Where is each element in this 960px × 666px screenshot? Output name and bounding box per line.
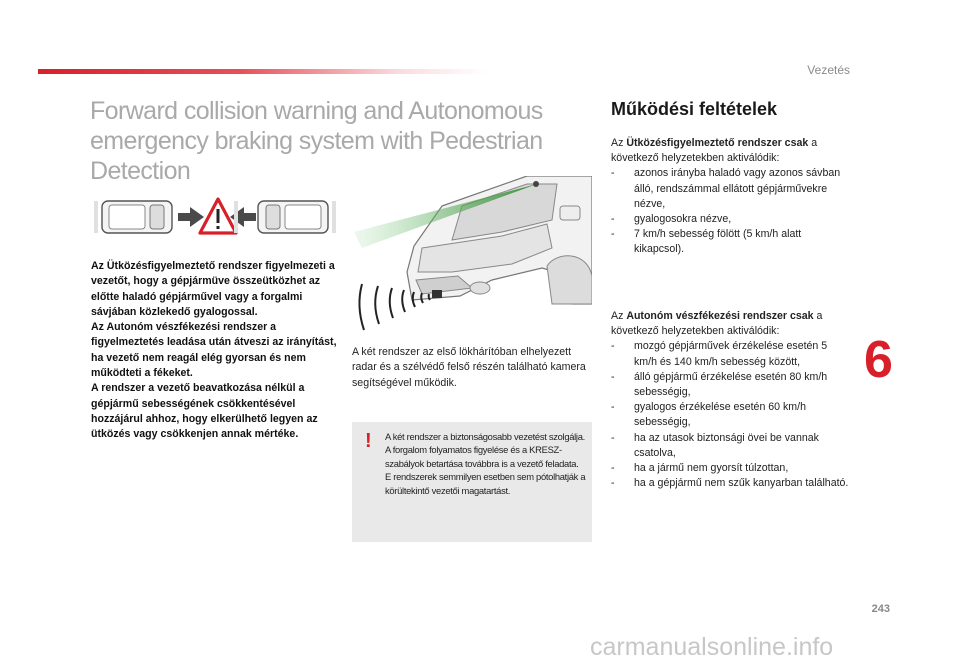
warning-box [352,422,592,542]
collision-warning-diagram [92,195,342,239]
list-item: - álló gépjármű érzékelése esetén 80 km/h sebességig, [611,370,851,400]
condition-block-braking [611,309,851,491]
condition-intro [611,136,851,166]
list-item: - gyalogos érzékelése esetén 60 km/h sebességig, [611,400,851,430]
condition-intro [611,309,851,339]
camera-icon [533,181,539,187]
chapter-number: 6 [864,331,893,389]
intro-paragraph: A rendszer a vezető beavatkozása nélkül a gépjármű sebességének csökkentésével hozzájárul ahhoz, hogy elkerülhető legyen az ütközés vagy csökkenjen annak mértéke. [91,382,318,441]
intro-text [91,259,341,443]
arrow-right-icon [178,207,204,227]
warning-line: E rendszerek semmilyen esetben sem pótolhatják a körültekintő vezetői magatartást. [385,471,586,496]
list-item: - gyalogosokra nézve, [611,212,851,227]
list-item: - mozgó gépjárművek érzékelése esetén 5 km/h és 140 km/h sebesség között, [611,339,851,369]
condition-list [611,166,851,257]
list-item: - azonos irányba haladó vagy azonos sávban álló, rendszámmal ellátott gépjárművekre nézve, [611,166,851,212]
condition-block-warning [611,136,851,258]
condition-prefix: Az [611,310,627,322]
radar-sensor-icon [432,290,442,298]
watermark-text: carmanualsonline.info [590,633,834,661]
condition-prefix: Az [611,137,627,149]
page-title-line-2: emergency braking system with Pedestrian Detection [90,127,543,185]
intro-paragraph: Az Autonóm vészfékezési rendszer a figyelmeztetés leadása után átveszi az irányítást, ha vezető nem reagál elég gyorsan és nem működteti a fékeket. [91,321,337,380]
list-item: - ha a jármű nem gyorsít túlzottan, [611,461,851,476]
list-item: - 7 km/h sebesség fölött (5 km/h alatt kikapcsol). [611,227,851,257]
warning-triangle-icon [200,199,236,233]
header-accent-bar [38,69,488,74]
page-number: 243 [871,603,890,615]
exclamation-icon: ! [365,430,372,452]
intro-paragraph: Az Ütközésfigyelmeztető rendszer figyelmezeti a vezetőt, hogy a gépjármüve összeütközhet az előtte haladó gépjárművel vagy a forgalmi sávjában közlekedő gyalogossal. [91,260,335,318]
condition-term: Ütközésfigyelmeztető rendszer csak [626,137,809,149]
condition-suffix: a következő helyzetekben aktiválódik: [611,310,823,338]
list-item: - ha az utasok biztonsági övei be vannak csatolva, [611,431,851,461]
arrow-left-icon [230,207,256,227]
warning-text [385,430,591,497]
conditions-heading: Működési feltételek [611,99,778,119]
condition-term: Autonóm vészfékezési rendszer csak [626,310,814,322]
section-name: Vezetés [807,63,850,77]
warning-line: A forgalom folyamatos figyelése és a KRESZ-szabályok betartása továbbra is a vezető feladata. [385,444,579,469]
page-title-line-1: Forward collision warning and Autonomous [90,97,543,125]
condition-suffix: a következő helyzetekben aktiválódik: [611,137,818,165]
rear-van-illustration [94,201,172,233]
image-caption: A két rendszer az első lökhárítóban elhelyezett radar és a szélvédő felső részén található kamera segítségével működik. [352,346,586,389]
van-front-illustration [352,176,592,338]
warning-line: A két rendszer a biztonságosabb vezetést szolgálja. [385,431,585,442]
condition-list [611,339,851,491]
list-item: - ha a gépjármű nem szűk kanyarban található. [611,476,851,491]
page-title [90,96,610,186]
